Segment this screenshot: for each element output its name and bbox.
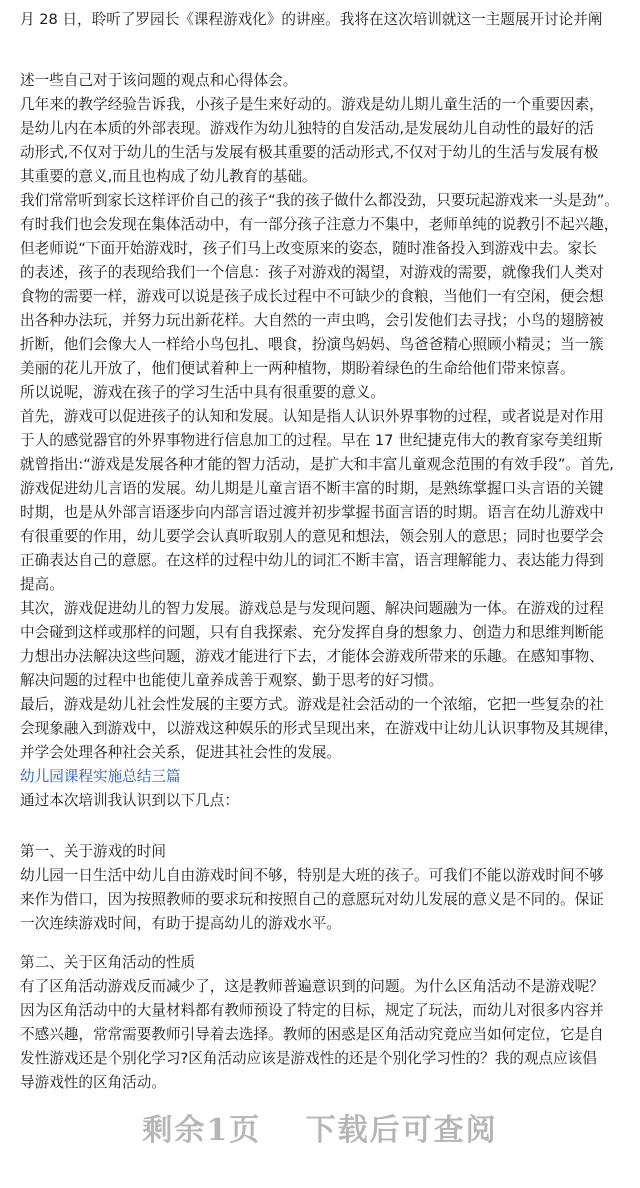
text-line: 我们常常听到家长这样评价自己的孩子“我的孩子做什么都没劲，只要玩起游戏来一头是劲”。	[20, 192, 619, 209]
text-line: 发性游戏还是个别化学习?区角活动应该是游戏性的还是个别化学习性的？我的观点应该倡	[20, 1050, 597, 1067]
top-cut-line: 月 28 日，聆听了罗园长《课程游戏化》的讲座。我将在这次培训就这一主题展开讨论并阐	[20, 11, 603, 28]
text-line: 动形式,不仅对于幼儿的生活与发展有极其重要的活动形式,不仅对于幼儿的生活与发展有极	[20, 144, 599, 161]
text-line: 的表述，孩子的表现给我们一个信息：孩子对游戏的渴望，对游戏的需要，就像我们人类对	[20, 264, 604, 281]
download-to-view-text[interactable]: 下载后可查阅	[305, 1113, 498, 1148]
text-line: 会现象融入到游戏中，以游戏这种娱乐的形式呈现出来，在游戏中让幼儿认识事物及其规律，	[20, 720, 619, 737]
text-line: 并学会处理各种社会关系，促进其社会性的发展。	[20, 744, 342, 761]
download-banner[interactable]	[0, 1105, 640, 1149]
related-article-link[interactable]: 幼儿园课程实施总结三篇	[20, 768, 181, 785]
text-line: 是幼儿内在本质的外部表现。游戏作为幼儿独特的自发活动,是发展幼儿自动性的最好的活	[20, 120, 594, 137]
text-line: 中会碰到这样或那样的问题，只有自我探索、充分发挥自身的想象力、创造力和思维判断能	[20, 624, 604, 641]
text-line: 就曾指出:“游戏是发展各种才能的智力活动，是扩大和丰富儿童观念范围的有效手段”。首先,	[20, 456, 614, 473]
text-line: 有时我们也会发现在集体活动中，有一部分孩子注意力不集中，老师单纯的说教引不起兴趣，	[20, 216, 619, 233]
text-line: 其重要的意义,而且也构成了幼儿教育的基础。	[20, 168, 317, 185]
text-line: 首先，游戏可以促进孩子的认知和发展。认知是指人认识外界事物的过程，或者说是对作用	[20, 408, 604, 425]
remaining-pages-text: 剩余1页	[142, 1113, 262, 1148]
text-line: 力想出办法解决这些问题，游戏才能进行下去，才能体会游戏所带来的乐趣。在感知事物、	[20, 648, 604, 665]
text-line: 所以说呢，游戏在孩子的学习生活中具有很重要的意义。	[20, 384, 385, 401]
text-line: 解决问题的过程中也能使儿童养成善于观察、勤于思考的好习惯。	[20, 672, 444, 689]
section-heading: 第二、关于区角活动的性质	[20, 954, 196, 971]
text-line: 食物的需要一样，游戏可以说是孩子成长过程中不可缺少的食粮，当他们一有空闲，便会想	[20, 288, 604, 305]
text-line: 折断，他们会像大人一样给小鸟包扎、喂食，扮演鸟妈妈、鸟爸爸精心照顾小精灵；当一簇	[20, 336, 604, 353]
text-line: 来作为借口，因为按照教师的要求玩和按照自己的意愿玩对幼儿发展的意义是不同的。保证	[20, 891, 604, 908]
text-line: 提高。	[20, 576, 64, 593]
text-line: 出各种办法玩，并努力玩出新花样。大自然的一声虫鸣，会引发他们去寻找；小鸟的翅膀被	[20, 312, 604, 329]
section-heading: 第一、关于游戏的时间	[20, 843, 166, 860]
text-line: 但老师说“下面开始游戏时，孩子们马上改变原来的姿态，随时准备投入到游戏中去。家长	[20, 240, 597, 257]
text-line: 不感兴趣，常常需要教师引导着去选择。教师的困惑是区角活动究竟应当如何定位，它是自	[20, 1026, 604, 1043]
text-line: 一次连续游戏时间，有助于提高幼儿的游戏水平。	[20, 915, 342, 932]
text-line: 游戏促进幼儿言语的发展。幼儿期是儿童言语不断丰富的时期，是熟练掌握口头言语的关键	[20, 480, 604, 497]
text-line: 述一些自己对于该问题的观点和心得体会。	[20, 72, 298, 89]
text-line: 于人的感觉器官的外界事物进行信息加工的过程。早在 17 世纪捷克伟大的教育家夸美纽斯	[20, 432, 603, 449]
intro-line: 通过本次培训我认识到以下几点：	[20, 792, 239, 809]
text-line: 正确表达自己的意愿。在这样的过程中幼儿的词汇不断丰富，语言理解能力、表达能力得到	[20, 552, 604, 569]
text-line: 美丽的花儿开放了，他们便试着种上一两种植物，期盼着绿色的生命给他们带来惊喜。	[20, 360, 575, 377]
text-line: 其次，游戏促进幼儿的智力发展。游戏总是与发现问题、解决问题融为一体。在游戏的过程	[20, 600, 604, 617]
text-line: 幼儿园一日生活中幼儿自由游戏时间不够，特别是大班的孩子。可我们不能以游戏时间不够	[20, 867, 604, 884]
text-line: 几年来的教学经验告诉我，小孩子是生来好动的。游戏是幼儿期儿童生活的一个重要因素，	[20, 96, 604, 113]
text-line: 有了区角活动游戏反而减少了，这是教师普遍意识到的问题。为什么区角活动不是游戏呢？	[20, 978, 604, 995]
text-line: 最后，游戏是幼儿社会性发展的主要方式。游戏是社会活动的一个浓缩，它把一些复杂的社	[20, 696, 604, 713]
text-line: 有很重要的作用，幼儿要学会认真听取别人的意见和想法，领会别人的意思；同时也要学会	[20, 528, 604, 545]
text-line: 导游戏性的区角活动。	[20, 1074, 166, 1091]
text-line: 因为区角活动中的大量材料都有教师预设了特定的目标，规定了玩法，而幼儿对很多内容并	[20, 1002, 604, 1019]
text-line: 时期，也是从外部言语逐步向内部言语过渡并初步掌握书面言语的时期。语言在幼儿游戏中	[20, 504, 604, 521]
